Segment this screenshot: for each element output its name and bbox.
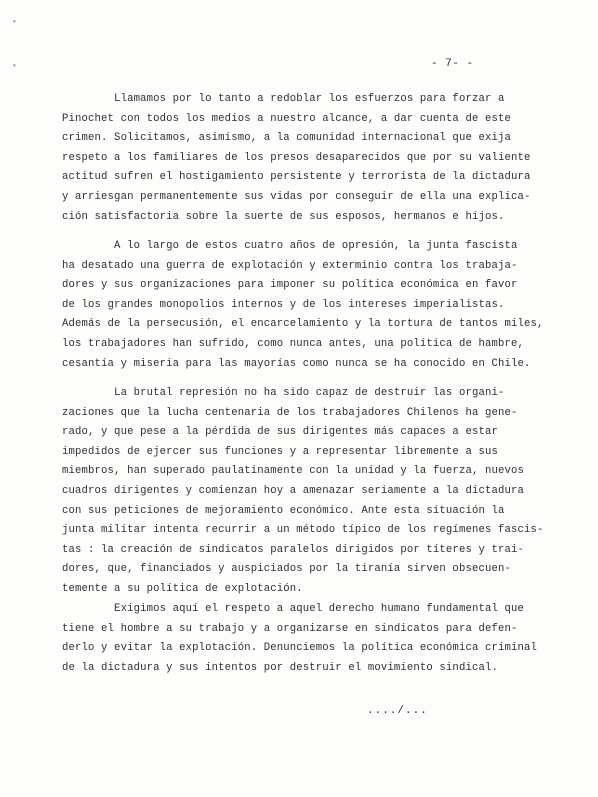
text-line: los trabajadores han sufrido, como nunca antes, una política de hambre, [62, 337, 525, 350]
paragraph-2 [62, 237, 544, 374]
text-line: de los grandes monopolios internos y de los intereses imperialistas. [62, 298, 505, 311]
paragraph-3 [62, 384, 544, 600]
page-number: - 7- - [431, 58, 474, 70]
text-line: tiene el hombre a su trabajo y a organizarse en sindicatos para defen- [62, 622, 518, 635]
margin-mark: • [12, 62, 17, 71]
text-line: dores y sus organizaciones para imponer su política económica en favor [62, 279, 518, 292]
margin-mark: • [12, 18, 17, 27]
text-line: tas : la creación de sindicatos paralelos dirigidos por títeres y trai- [62, 543, 525, 556]
text-line: derlo y evitar la explotación. Denunciemos la política económica criminal [62, 642, 538, 655]
text-line: miembros, han superado paulatinamente con la unidad y la fuerza, nuevos [62, 465, 525, 478]
text-line: Pinochet con todos los medios a nuestro alcance, a dar cuenta de este [62, 112, 512, 125]
text-line: Además de la persecusión, el encarcelamiento y la tortura de tantos miles, [62, 318, 544, 331]
text-line: cesantía y miseria para las mayorías como nunca se ha conocido en Chile. [62, 357, 531, 370]
text-line: Llamamos por lo tanto a redoblar los esfuerzos para forzar a [62, 93, 505, 105]
text-line: temente a su política de explotación. [62, 582, 303, 595]
text-line: actitud sufren el hostigamiento persistente y terrorista de la dictadura [62, 171, 531, 184]
text-line: zaciones que la lucha centenaria de los trabajadores Chilenos ha gene- [62, 406, 518, 419]
text-line: con sus peticiones de mejoramiento económico. Ante esta situación la [62, 504, 505, 517]
text-line: Exigimos aquí el respeto a aquel derecho humano fundamental que [62, 603, 525, 615]
text-line: cuadros dirigentes y comienzan hoy a amenazar seriamente a la dictadura [62, 484, 525, 497]
text-line: La brutal represión no ha sido capaz de destruir las organi- [62, 387, 505, 399]
paragraph-1 [62, 90, 532, 227]
text-line: respeto a los familiares de los presos desaparecidos que por su valiente [62, 151, 531, 164]
text-line: ha desatado una guerra de explotación y exterminio contra los trabaja- [62, 259, 518, 272]
continuation-mark: ..../... [367, 705, 428, 717]
text-line: crimen. Solicitamos, asimismo, a la comunidad internacional que exija [62, 132, 512, 145]
text-line: A lo largo de estos cuatro años de opresión, la junta fascista [62, 240, 518, 252]
text-line: junta militar intenta recurrir a un método típico de los regímenes fascis- [62, 524, 544, 537]
text-line: y arriesgan permanentemente sus vidas por conseguir de ella una explica- [62, 190, 531, 203]
text-line: dores, que, financiados y auspiciados por la tiranía sirven obsecuen- [62, 563, 512, 576]
text-line: rado, y que pese a la pérdida de sus dirigentes más capaces a estar [62, 426, 498, 439]
text-line: ción satisfactoria sobre la suerte de sus esposos, hermanos e hijos. [62, 210, 505, 223]
text-line: de la dictadura y sus intentos por destruir el movimiento sindical. [62, 661, 498, 674]
text-line: impedidos de ejercer sus funciones y a representar libremente a sus [62, 445, 498, 458]
paragraph-4 [62, 600, 538, 678]
